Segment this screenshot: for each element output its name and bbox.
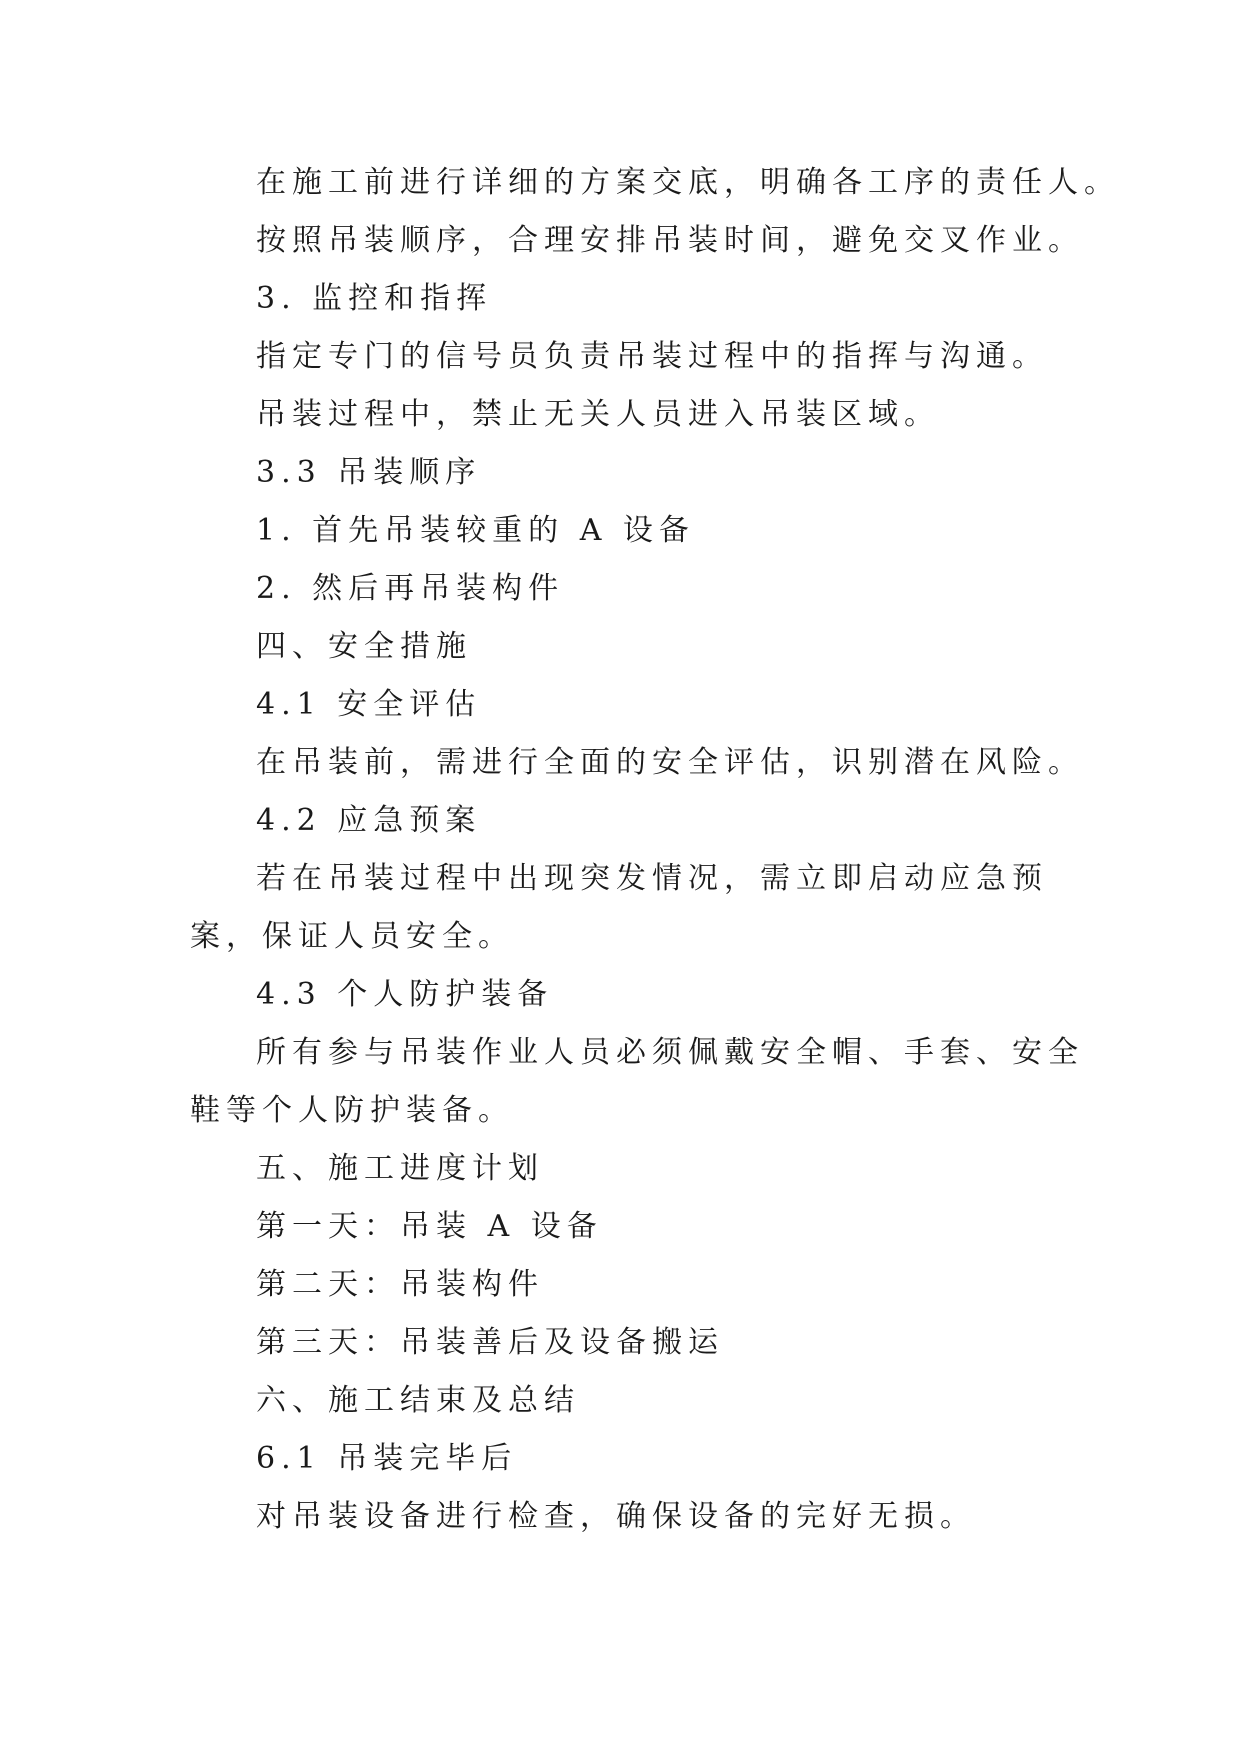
chapter-heading: 四、安全措施 — [256, 629, 472, 664]
section-heading: 3. 监控和指挥 — [256, 281, 493, 316]
paragraph: 吊装过程中，禁止无关人员进入吊装区域。 — [256, 397, 940, 432]
section-heading: 3.3 吊装顺序 — [256, 455, 482, 490]
chapter-heading: 五、施工进度计划 — [256, 1151, 544, 1186]
paragraph: 按照吊装顺序，合理安排吊装时间，避免交叉作业。 — [256, 223, 1084, 258]
schedule-item: 第一天：吊装 A 设备 — [256, 1209, 603, 1244]
paragraph: 在吊装前，需进行全面的安全评估，识别潜在风险。 — [256, 745, 1084, 780]
schedule-item: 第三天：吊装善后及设备搬运 — [256, 1325, 724, 1360]
paragraph: 若在吊装过程中出现突发情况，需立即启动应急预案，保证人员安全。 — [190, 861, 1048, 954]
section-heading: 6.1 吊装完毕后 — [256, 1441, 518, 1476]
paragraph: 对吊装设备进行检查，确保设备的完好无损。 — [256, 1499, 976, 1534]
chapter-heading: 六、施工结束及总结 — [256, 1383, 580, 1418]
section-heading: 4.1 安全评估 — [256, 687, 482, 722]
paragraph: 在施工前进行详细的方案交底，明确各工序的责任人。 — [256, 165, 1120, 200]
list-item: 1. 首先吊装较重的 A 设备 — [256, 513, 695, 548]
section-heading: 4.3 个人防护装备 — [256, 977, 554, 1012]
paragraph: 指定专门的信号员负责吊装过程中的指挥与沟通。 — [256, 339, 1048, 374]
schedule-item: 第二天：吊装构件 — [256, 1267, 544, 1302]
document-body — [190, 154, 1120, 1546]
section-heading: 4.2 应急预案 — [256, 803, 482, 838]
list-item: 2. 然后再吊装构件 — [256, 571, 565, 606]
paragraph: 所有参与吊装作业人员必须佩戴安全帽、手套、安全鞋等个人防护装备。 — [190, 1035, 1084, 1128]
